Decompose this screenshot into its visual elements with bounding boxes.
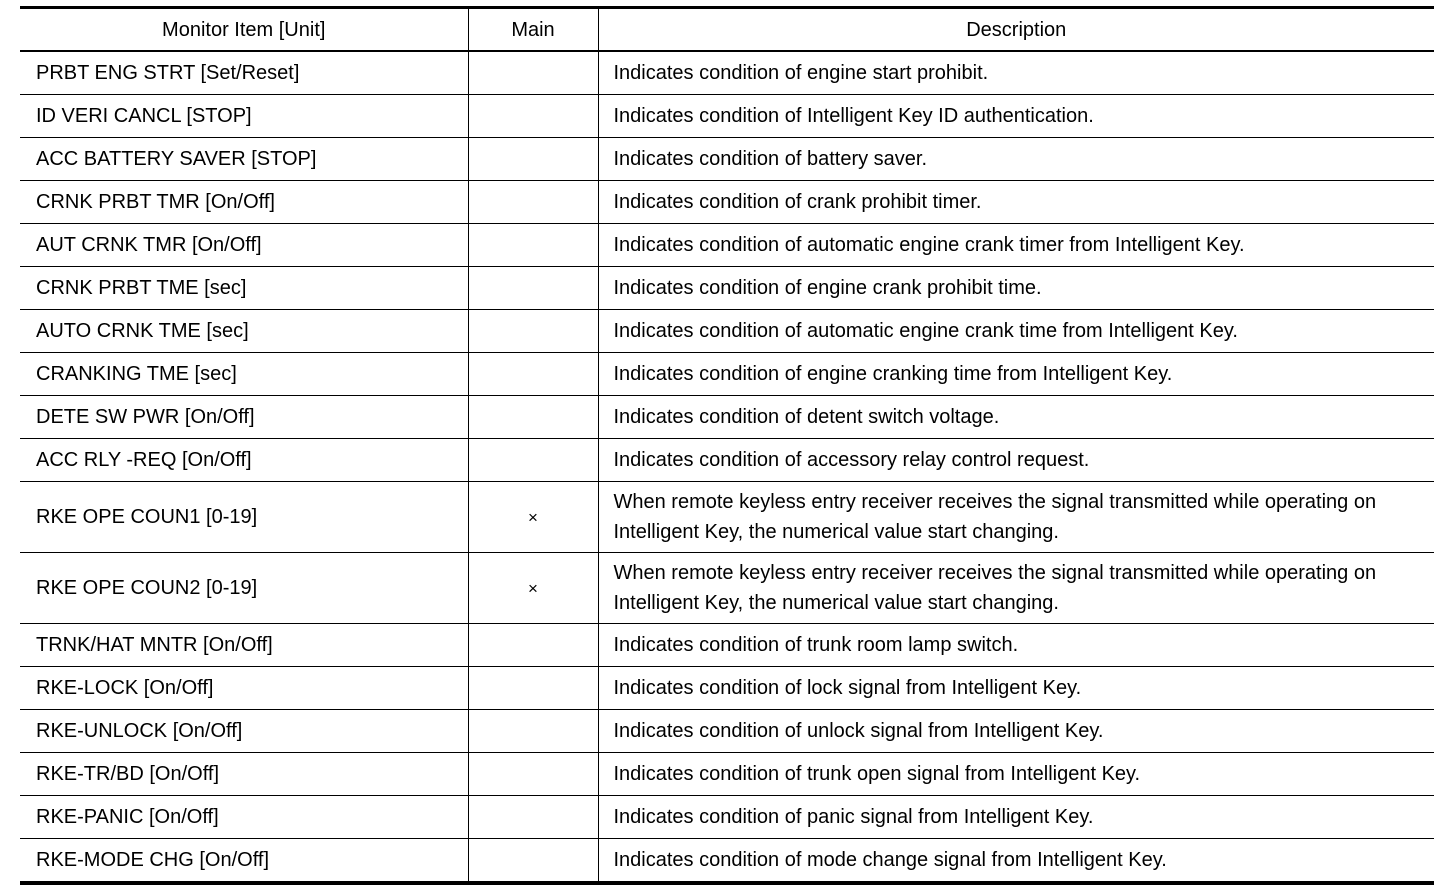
table-row: [20, 482, 1434, 553]
table-row: [20, 396, 1434, 439]
main-cell: [468, 353, 598, 396]
description-cell: Indicates condition of accessory relay control request.: [598, 439, 1434, 482]
description-cell: Indicates condition of automatic engine crank time from Intelligent Key.: [598, 310, 1434, 353]
monitor-items-table: [20, 6, 1434, 885]
main-cell: [468, 310, 598, 353]
monitor-item-cell: RKE-MODE CHG [On/Off]: [36, 849, 269, 871]
monitor-item-cell: RKE OPE COUN2 [0-19]: [20, 553, 468, 624]
monitor-item-cell: ID VERI CANCL [STOP]: [20, 95, 468, 138]
table-row: [20, 353, 1434, 396]
monitor-item-cell: DETE SW PWR [On/Off]: [20, 396, 468, 439]
main-cell: [468, 439, 598, 482]
monitor-item-cell: RKE-LOCK [On/Off]: [20, 667, 468, 710]
monitor-item-cell: RKE-PANIC [On/Off]: [20, 796, 468, 839]
description-cell: Indicates condition of trunk room lamp switch.: [598, 624, 1434, 667]
description-cell: Indicates condition of trunk open signal from Intelligent Key.: [598, 753, 1434, 796]
monitor-item-cell: RKE-TR/BD [On/Off]: [20, 753, 468, 796]
main-cell: [468, 667, 598, 710]
table-row: [20, 710, 1434, 753]
main-cell: [468, 267, 598, 310]
description-cell: Indicates condition of unlock signal from Intelligent Key.: [598, 710, 1434, 753]
description-cell: When remote keyless entry receiver receives the signal transmitted while operating on Intelligent Key, the numerical value start changing.: [598, 553, 1434, 624]
monitor-item-cell: PRBT ENG STRT [Set/Reset]: [20, 51, 468, 95]
table-row: [20, 224, 1434, 267]
header-main: Main: [468, 8, 598, 52]
monitor-item-cell: CRANKING TME [sec]: [20, 353, 468, 396]
description-cell: Indicates condition of mode change signal from Intelligent Key.: [613, 849, 1167, 871]
table-row: [20, 267, 1434, 310]
header-description: Description: [598, 8, 1434, 52]
monitor-item-cell: ACC BATTERY SAVER [STOP]: [20, 138, 468, 181]
table-row: [20, 138, 1434, 181]
monitor-item-cell: ACC RLY -REQ [On/Off]: [20, 439, 468, 482]
main-cell: [468, 624, 598, 667]
main-cell: [468, 181, 598, 224]
main-cell: [468, 95, 598, 138]
monitor-item-cell: AUT CRNK TMR [On/Off]: [20, 224, 468, 267]
main-cell: [468, 839, 598, 884]
table-row: [20, 624, 1434, 667]
description-cell: Indicates condition of crank prohibit timer.: [598, 181, 1434, 224]
description-cell: Indicates condition of Intelligent Key ID authentication.: [598, 95, 1434, 138]
header-monitor-item: Monitor Item [Unit]: [20, 8, 468, 52]
table-row: [20, 753, 1434, 796]
monitor-item-cell: CRNK PRBT TMR [On/Off]: [20, 181, 468, 224]
table-row: [20, 667, 1434, 710]
table-row: [20, 796, 1434, 839]
main-cell: [468, 796, 598, 839]
monitor-item-cell: RKE OPE COUN1 [0-19]: [20, 482, 468, 553]
description-cell: Indicates condition of automatic engine crank timer from Intelligent Key.: [598, 224, 1434, 267]
monitor-item-cell: CRNK PRBT TME [sec]: [20, 267, 468, 310]
monitor-item-cell: AUTO CRNK TME [sec]: [20, 310, 468, 353]
main-cell: [468, 753, 598, 796]
table-header-row: [20, 8, 1434, 52]
table-row: [20, 839, 1434, 884]
table-row: [20, 51, 1434, 95]
table-row: [20, 553, 1434, 624]
main-cell: [468, 138, 598, 181]
table-row: [20, 95, 1434, 138]
main-mark: ×: [528, 578, 538, 598]
description-cell: Indicates condition of engine cranking time from Intelligent Key.: [598, 353, 1434, 396]
table-row: [20, 181, 1434, 224]
monitor-item-cell: RKE-UNLOCK [On/Off]: [20, 710, 468, 753]
main-cell: [468, 710, 598, 753]
main-mark: ×: [528, 507, 538, 527]
table-row: [20, 310, 1434, 353]
main-cell: [468, 224, 598, 267]
description-cell: Indicates condition of engine start prohibit.: [598, 51, 1434, 95]
description-cell: Indicates condition of detent switch voltage.: [598, 396, 1434, 439]
description-cell: Indicates condition of lock signal from Intelligent Key.: [598, 667, 1434, 710]
monitor-item-cell: TRNK/HAT MNTR [On/Off]: [20, 624, 468, 667]
main-cell: [468, 482, 598, 553]
monitor-items-table-container: [20, 6, 1434, 885]
description-cell: Indicates condition of battery saver.: [598, 138, 1434, 181]
description-cell: When remote keyless entry receiver receives the signal transmitted while operating on Intelligent Key, the numerical value start changing.: [598, 482, 1434, 553]
main-cell: [468, 51, 598, 95]
description-cell: Indicates condition of panic signal from Intelligent Key.: [598, 796, 1434, 839]
main-cell: [468, 396, 598, 439]
main-cell: [468, 553, 598, 624]
table-row: [20, 439, 1434, 482]
description-cell: Indicates condition of engine crank prohibit time.: [598, 267, 1434, 310]
